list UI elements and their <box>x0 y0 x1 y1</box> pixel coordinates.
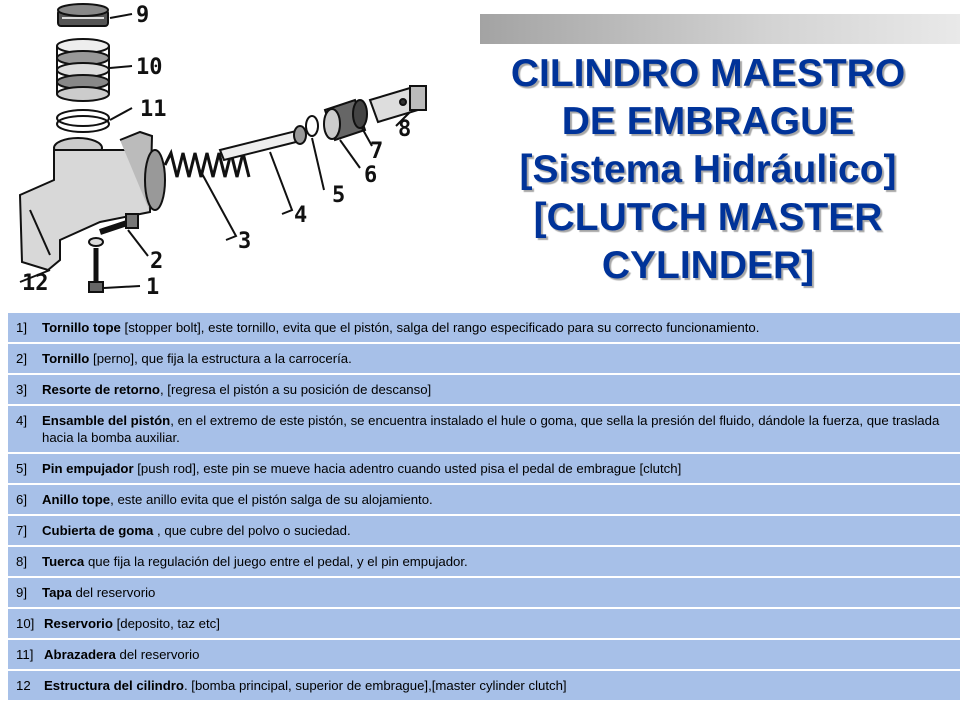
legend-row <box>8 375 960 406</box>
legend-desc: [stopper bolt], este tornillo, evita que el pistón, salga del rango especificado para su correcto funcionamiento. <box>120 320 760 335</box>
page-title <box>468 50 948 290</box>
label-7: 7 <box>370 139 384 164</box>
legend-number: 6] <box>16 492 27 507</box>
legend-row <box>8 516 960 547</box>
legend-text <box>42 350 954 367</box>
legend-row <box>8 609 960 640</box>
title-accent-bar <box>480 14 960 44</box>
legend-text <box>42 412 954 446</box>
label-10: 10 <box>136 55 163 80</box>
legend-row <box>8 313 960 344</box>
legend-term: Tapa <box>42 585 72 600</box>
legend-text <box>44 615 954 632</box>
reservoir-part <box>57 39 109 101</box>
legend-number: 8] <box>16 554 27 569</box>
legend-term: Ensamble del pistón <box>42 413 171 428</box>
legend-text <box>44 677 954 694</box>
legend-number: 3] <box>16 382 27 397</box>
legend-term: Reservorio <box>44 616 113 631</box>
legend-term: Tuerca <box>42 554 85 569</box>
legend-row <box>8 454 960 485</box>
legend-desc: del reservorio <box>71 585 156 600</box>
label-5: 5 <box>332 183 346 208</box>
legend-row <box>8 578 960 609</box>
legend-desc: , que cubre del polvo o suciedad. <box>153 523 351 538</box>
legend-row <box>8 547 960 578</box>
legend-number: 4] <box>16 413 27 428</box>
legend-term: Estructura del cilindro <box>44 678 184 693</box>
legend-term: Pin empujador <box>42 461 134 476</box>
legend-row <box>8 485 960 516</box>
legend-term: Cubierta de goma <box>42 523 154 538</box>
legend-desc: , este anillo evita que el pistón salga de su alojamiento. <box>110 492 433 507</box>
label-11: 11 <box>140 97 167 122</box>
rubber-boot-part <box>324 100 367 140</box>
legend-row <box>8 671 960 702</box>
legend-desc: [push rod], este pin se mueve hacia adentro cuando usted pisa el pedal de embrague [clutch] <box>133 461 682 476</box>
parts-legend <box>8 313 960 702</box>
legend-text <box>42 584 954 601</box>
legend-desc: del reservorio <box>115 647 200 662</box>
legend-row <box>8 344 960 375</box>
label-3: 3 <box>238 229 252 254</box>
legend-text <box>42 491 954 508</box>
legend-desc: [perno], que fija la estructura a la carrocería. <box>89 351 352 366</box>
legend-desc: , en el extremo de este pistón, se encuentra instalado el hule o goma, que sella la presión del fluido, dándole la fuerza, que traslada hacia la bomba auxiliar. <box>42 413 940 445</box>
legend-term: Resorte de retorno <box>42 382 160 397</box>
piston-assembly-part <box>220 126 306 160</box>
legend-desc: que fija la regulación del juego entre el pedal, y el pin empujador. <box>84 554 468 569</box>
title-line-4: [CLUTCH MASTER <box>533 196 883 239</box>
legend-number: 1] <box>16 320 27 335</box>
reservoir-clamp-part <box>57 110 109 132</box>
legend-text <box>42 381 954 398</box>
legend-text <box>44 646 954 663</box>
label-2: 2 <box>150 249 164 274</box>
legend-term: Anillo tope <box>42 492 111 507</box>
legend-term: Tornillo <box>42 351 90 366</box>
legend-number: 2] <box>16 351 27 366</box>
legend-number: 11] <box>16 647 34 662</box>
legend-text <box>42 553 954 570</box>
exploded-diagram <box>0 0 470 310</box>
legend-desc: , [regresa el pistón a su posición de descanso] <box>159 382 432 397</box>
legend-number: 7] <box>16 523 27 538</box>
legend-row <box>8 640 960 671</box>
push-rod-part <box>306 116 318 136</box>
label-8: 8 <box>398 117 412 142</box>
title-line-3: [Sistema Hidráulico] <box>519 148 897 191</box>
legend-term: Abrazadera <box>44 647 116 662</box>
title-line-1: CILINDRO MAESTRO <box>510 52 906 95</box>
label-6: 6 <box>364 163 378 188</box>
stopper-bolt-part <box>89 238 103 292</box>
legend-text <box>42 460 954 477</box>
title-line-5: CYLINDER] <box>601 244 815 287</box>
title-line-2: DE EMBRAGUE <box>561 100 855 143</box>
label-1: 1 <box>146 275 160 300</box>
label-4: 4 <box>294 203 308 228</box>
legend-desc: . [bomba principal, superior de embrague],[master cylinder clutch] <box>183 678 567 693</box>
legend-desc: [deposito, taz etc] <box>112 616 220 631</box>
legend-number: 9] <box>16 585 27 600</box>
label-12: 12 <box>22 271 49 296</box>
reservoir-cap-part <box>58 4 108 26</box>
legend-text <box>42 319 954 336</box>
legend-text <box>42 522 954 539</box>
legend-number: 12 <box>16 678 31 693</box>
legend-number: 10] <box>16 616 35 631</box>
label-9: 9 <box>136 3 150 28</box>
legend-row <box>8 406 960 454</box>
legend-term: Tornillo tope <box>42 320 121 335</box>
legend-number: 5] <box>16 461 27 476</box>
